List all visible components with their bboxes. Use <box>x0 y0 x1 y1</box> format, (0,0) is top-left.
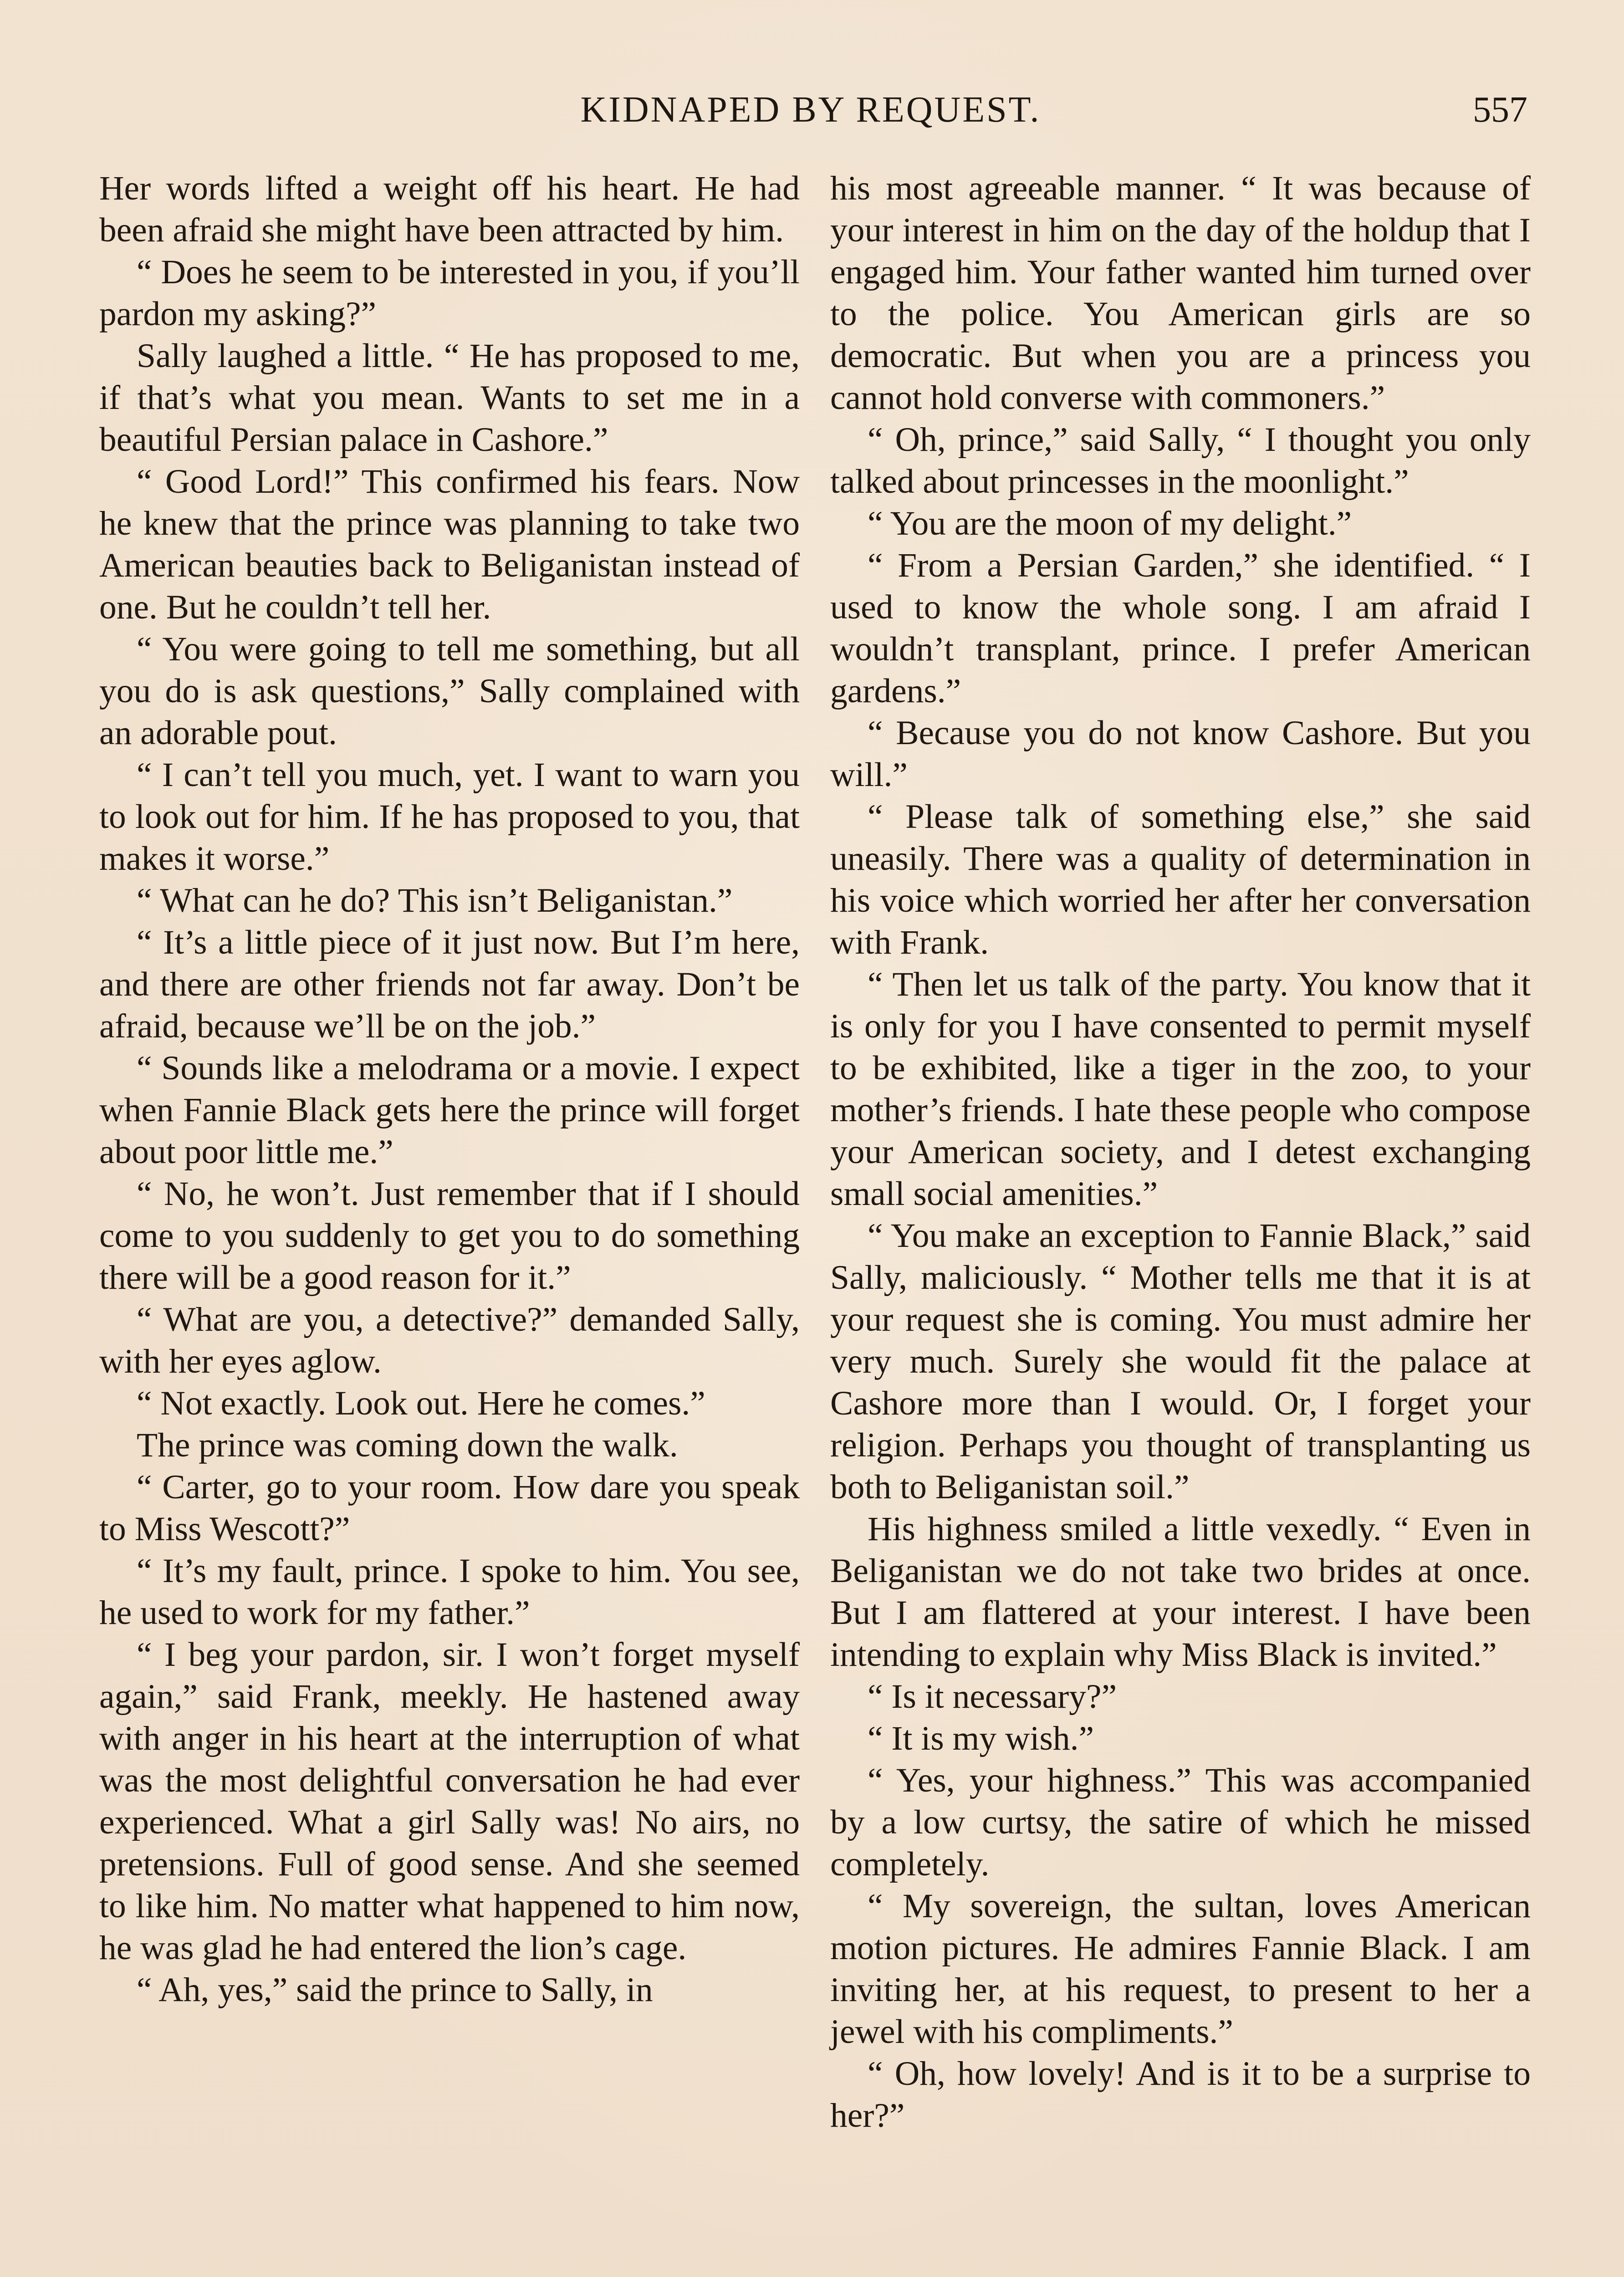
paragraph: “ I can’t tell you much, yet. I want to warn you to look out for him. If he has proposed to you, that makes it worse.” <box>99 756 800 878</box>
paragraph: “ It’s my fault, prince. I spoke to him. You see, he used to work for my father.” <box>99 1552 800 1632</box>
paragraph: “ Because you do not know Cashore. But you will.” <box>830 714 1531 794</box>
paragraph: “ Not exactly. Look out. Here he comes.” <box>137 1384 705 1422</box>
paragraph: “ Oh, prince,” said Sally, “ I thought you only talked about princesses in the moonlight.” <box>830 421 1531 500</box>
paragraph: Her words lifted a weight off his heart. He had been afraid she might have been attracted by him. <box>99 169 800 249</box>
right-text-column <box>830 168 1531 2137</box>
paragraph: “ My sovereign, the sultan, loves American motion pictures. He admires Fannie Black. I am inviting her, at his request, to present to her a jewel with his compliments.” <box>830 1887 1531 2051</box>
paragraph: “ Does he seem to be interested in you, if you’ll pardon my asking?” <box>99 253 800 333</box>
paragraph: “ You are the moon of my delight.” <box>868 505 1352 542</box>
paragraph: “ I beg your pardon, sir. I won’t forget myself again,” said Frank, meekly. He hastened away with anger in his heart at the interruption of what was the most delightful conversation he had ever experienced. What a girl Sally was! No airs, no pretensions. Full of good sense. And she seemed to like him. No matter what happened to him now, he was glad he had entered the lion’s cage. <box>99 1636 800 1967</box>
paragraph: “ You make an exception to Fannie Black,” said Sally, maliciously. “ Mother tells me that it is at your request she is coming. You must admire her very much. Surely she would fit the palace at Cashore more than I would. Or, I forget your religion. Perhaps you thought of transplanting us both to Beliganistan soil.” <box>830 1217 1531 1506</box>
paragraph: “ Is it necessary?” <box>868 1678 1117 1715</box>
paragraph: “ Yes, your highness.” This was accompanied by a low curtsy, the satire of which he missed completely. <box>830 1761 1531 1883</box>
paragraph: “ What are you, a detective?” demanded Sally, with her eyes aglow. <box>99 1301 800 1380</box>
paragraph: “ From a Persian Garden,” she identified. “ I used to know the whole song. I am afraid I wouldn’t transplant, prince. I prefer American gardens.” <box>830 546 1531 710</box>
paragraph: The prince was coming down the walk. <box>137 1426 678 1464</box>
paragraph: “ Good Lord!” This confirmed his fears. Now he knew that the prince was planning to take two American beauties back to Beliganistan instead of one. But he couldn’t tell her. <box>99 463 800 626</box>
paragraph: “ No, he won’t. Just remember that if I should come to you suddenly to get you to do something there will be a good reason for it.” <box>99 1175 800 1297</box>
paragraph: His highness smiled a little vexedly. “ Even in Beliganistan we do not take two brides at once. But I am flattered at your interest. I have been intending to explain why Miss Black is invited.” <box>830 1510 1531 1674</box>
left-text-column <box>99 168 800 2011</box>
paragraph: “ It is my wish.” <box>868 1720 1094 1757</box>
running-head-title: KIDNAPED BY REQUEST. <box>580 90 1041 130</box>
paragraph: “ You were going to tell me something, but all you do is ask questions,” Sally complained with an adorable pout. <box>99 630 800 752</box>
page-number: 557 <box>1473 90 1527 130</box>
paragraph: “ It’s a little piece of it just now. But I’m here, and there are other friends not far away. Don’t be afraid, because we’ll be on the job.” <box>99 924 800 1045</box>
paragraph: “ Carter, go to your room. How dare you speak to Miss Wescott?” <box>99 1468 800 1548</box>
paragraph: Sally laughed a little. “ He has proposed to me, if that’s what you mean. Wants to set me in a beautiful Persian palace in Cashore.” <box>99 337 800 459</box>
paragraph: “ Please talk of something else,” she said uneasily. There was a quality of determination in his voice which worried her after her conversation with Frank. <box>830 798 1531 961</box>
paragraph: “ What can he do? This isn’t Beliganistan.” <box>137 882 733 919</box>
paragraph: “ Ah, yes,” said the prince to Sally, in <box>137 1971 653 2009</box>
paragraph: “ Sounds like a melodrama or a movie. I expect when Fannie Black gets here the prince will forget about poor little me.” <box>99 1049 800 1171</box>
paragraph: “ Then let us talk of the party. You know that it is only for you I have consented to permit myself to be exhibited, like a tiger in the zoo, to your mother’s friends. I hate these people who compose your American society, and I detest exchanging small social amenities.” <box>830 965 1531 1213</box>
paragraph: “ Oh, how lovely! And is it to be a surprise to her?” <box>830 2055 1531 2134</box>
paragraph: his most agreeable manner. “ It was because of your interest in him on the day of the holdup that I engaged him. Your father wanted him turned over to the police. You American girls are so democratic. But when you are a princess you cannot hold converse with commoners.” <box>830 169 1531 417</box>
